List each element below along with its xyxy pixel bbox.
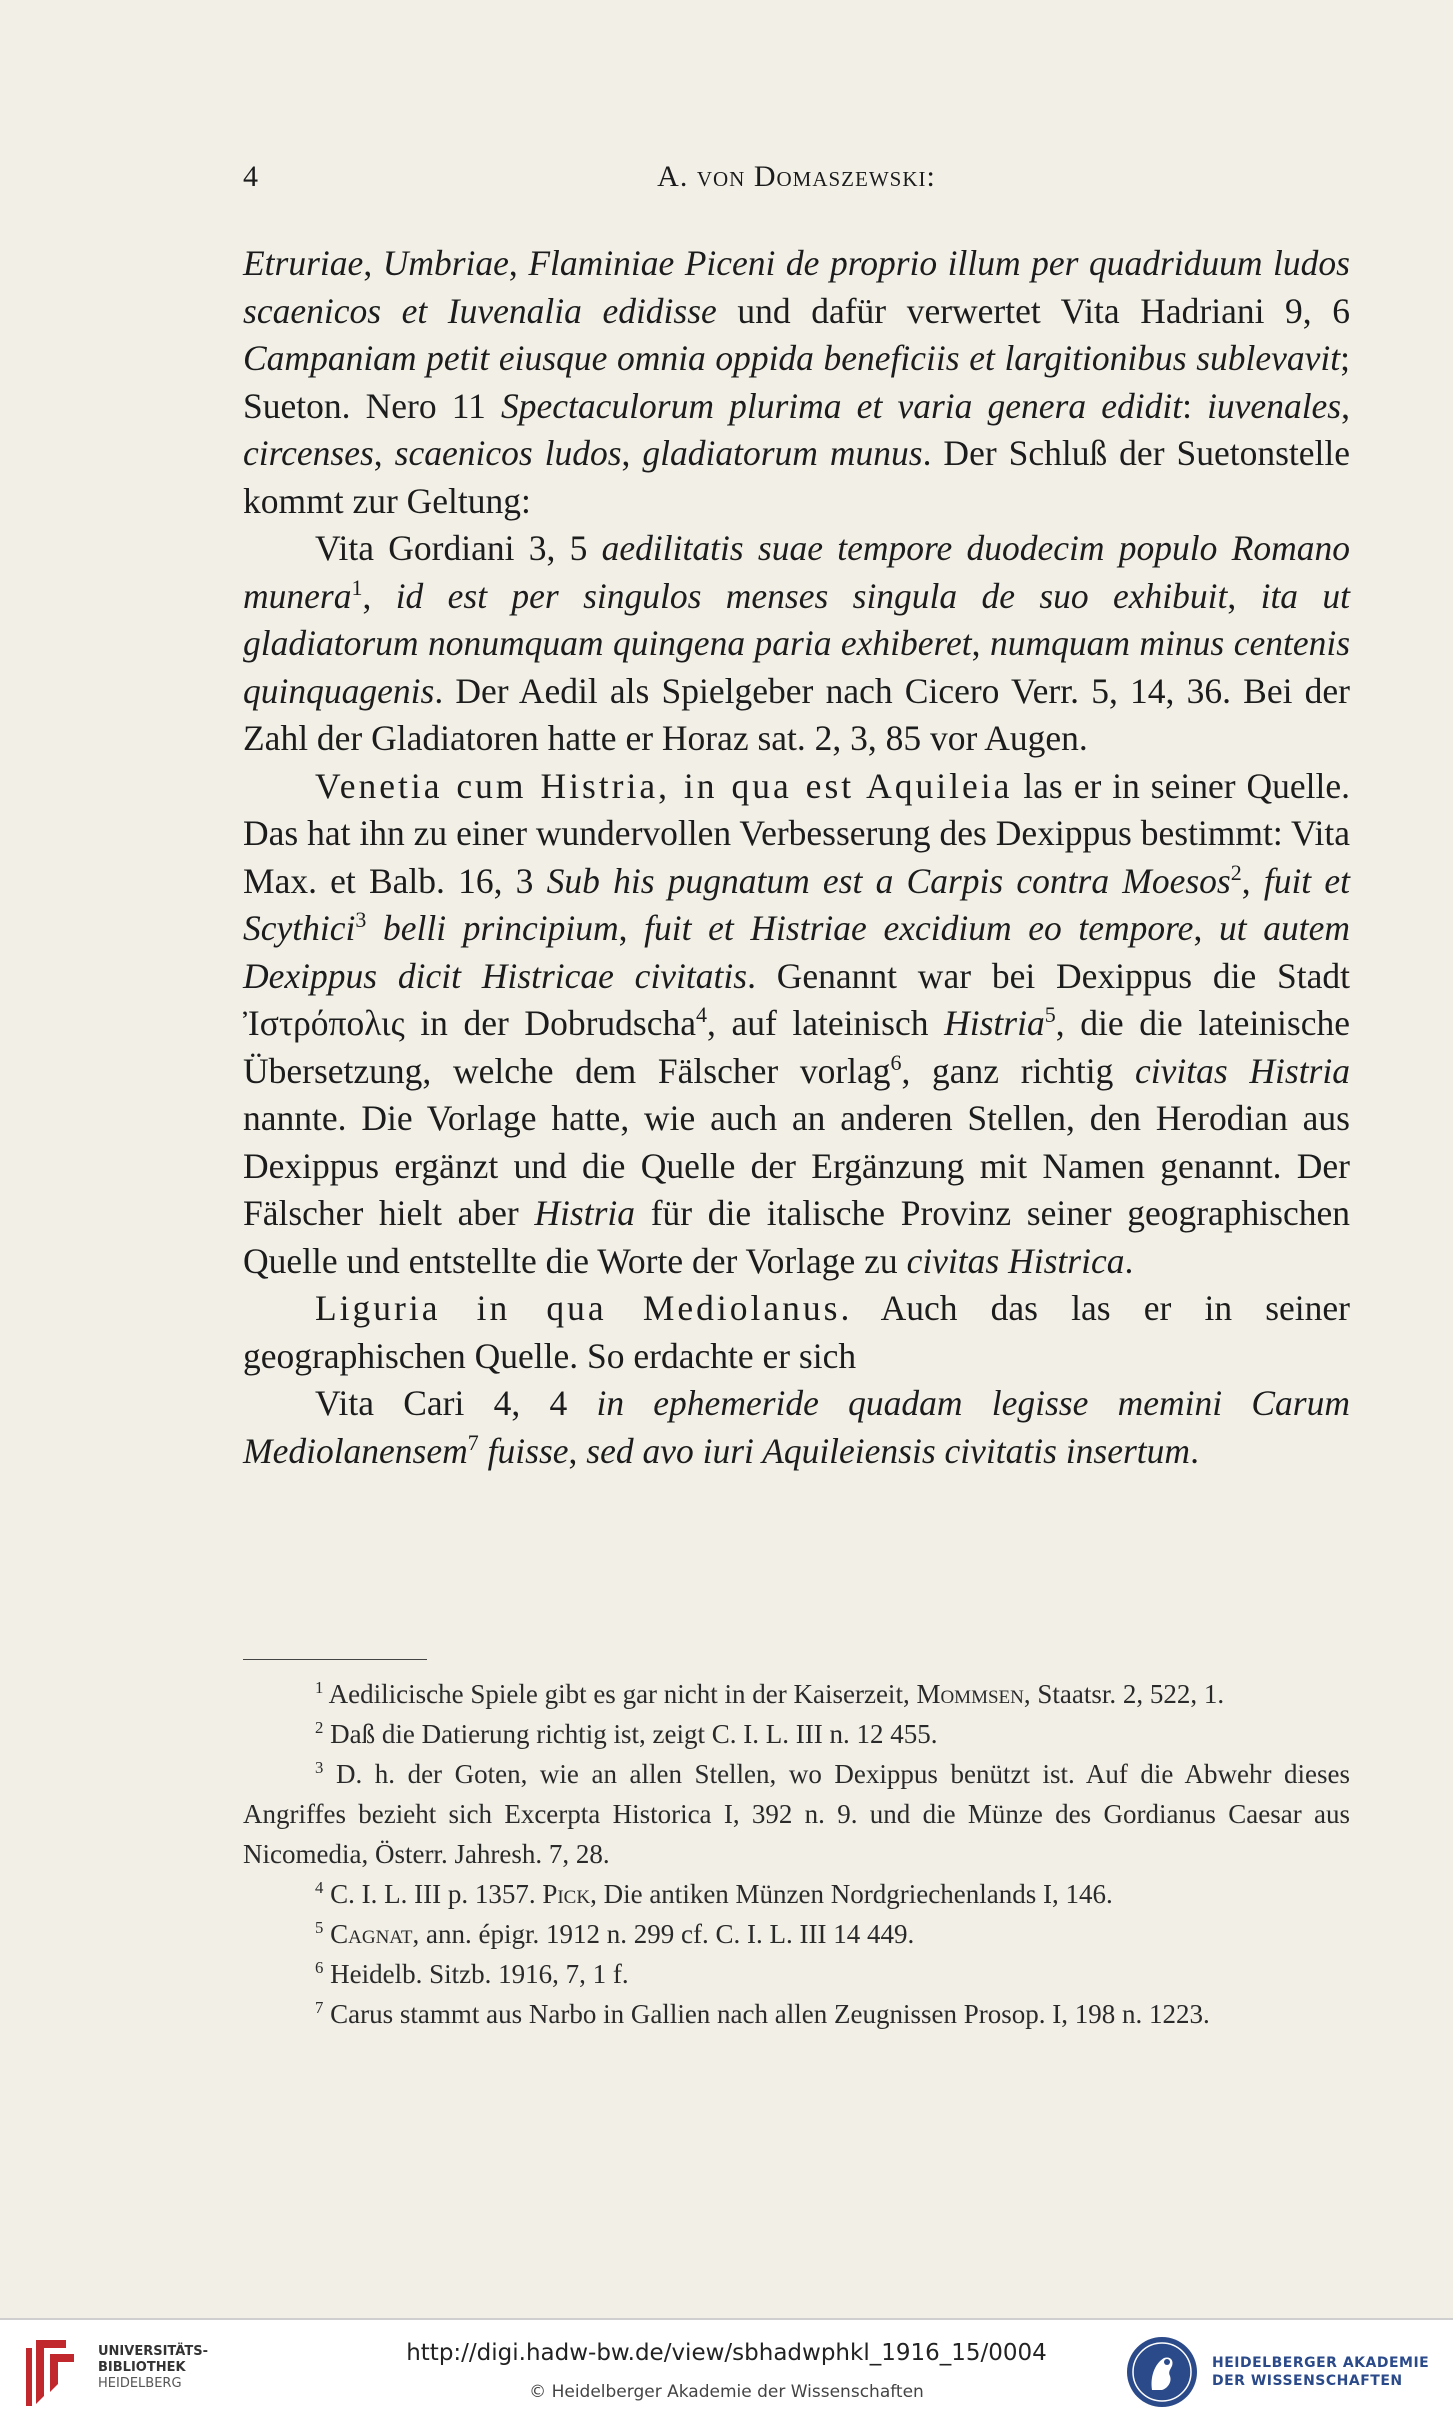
permalink-url[interactable]: http://digi.hadw-bw.de/view/sbhadwphkl_1916_15/0004 (406, 2340, 1047, 2366)
paragraph: Liguria in qua Mediolanus. Auch das las er in seiner geographischen Quelle. So erdachte er sich (243, 1288, 1350, 1376)
text-run: civitas Histria (1135, 1050, 1350, 1091)
paragraph: Vita Cari 4, 4 in ephemeride quadam legisse memini Carum Mediolanensem$^7$ fuisse, sed avo iuri Aquileiensis civitatis insertum. (243, 1383, 1350, 1471)
footnote-marker: 5 (1044, 1002, 1056, 1028)
footnote-marker: 4 (315, 1878, 324, 1897)
footnote-marker: 1 (351, 574, 363, 600)
viewer-footer (0, 2318, 1453, 2422)
text-run: Campaniam petit eiusque omnia oppida beneficiis et largitionibus sublevavit (243, 338, 1341, 378)
paragraph: Vita Gordiani 3, 5 aedilitatis suae tempore duodecim populo Romano munera$^1$, id est per singulos menses singula de suo exhibuit, ita ut gladiatorum nonumquam quingena paria exhiberet, numquam minus centenis quinquagenis. Der Aedil als Spielgeber nach Cicero Verr. 5, 14, 36. Bei der Zahl der Gladiatoren hatte er Horaz sat. 2, 3, 85 vor Augen. (243, 528, 1351, 758)
footnote: $^4$ C. I. L. III p. 1357. Pick, Die antiken Münzen Nordgriechenlands I, 146. (315, 1878, 1113, 1909)
paragraph: Etruriae, Umbriae, Flaminiae Piceni de proprio illum per quadriduum ludos scaenicos et Iuvenalia edidisse und dafür verwertet Vita Hadriani 9, 6 Campaniam petit eiusque omnia oppida beneficiis et largitionibus sublevavit; Sueton. Nero 11 Spectaculorum plurima et varia genera edidit: iuvenales, circenses, scaenicos ludos, gladiatorum munus. Der Schluß der Suetonstelle kommt zur Geltung: (243, 243, 1351, 521)
text-run: Mommsen (916, 1679, 1024, 1709)
text-run: Histria (944, 1003, 1045, 1043)
footnote-marker: 3 (355, 907, 367, 933)
copyright-notice: © Heidelberger Akademie der Wissenschaften (529, 2382, 924, 2402)
academy-name-line-1: HEIDELBERGER AKADEMIE (1212, 2355, 1430, 2371)
text-run: Spectaculorum plurima et varia genera edidit (501, 385, 1183, 426)
text-run: in ephemeride quadam legisse memini Carum Mediolanensem (243, 1383, 1350, 1471)
text-run: Venetia cum Histria, in qua est Aquileia (315, 765, 1013, 806)
text-run: Liguria in qua Mediolanus (315, 1288, 841, 1328)
footnote-marker: 2 (1230, 859, 1242, 885)
footnote: $^5$ Cagnat, ann. épigr. 1912 n. 299 cf. C. I. L. III 14 449. (315, 1918, 915, 1949)
footnote: $^6$ Heidelb. Sitzb. 1916, 7, 1 f. (315, 1958, 629, 1989)
text-run: iuvenales (1207, 385, 1342, 426)
text-run: belli principium (383, 908, 619, 948)
text-run: numquam minus centenis quinquagenis (243, 623, 1351, 711)
footnote-marker: 5 (315, 1918, 324, 1937)
footnote-marker: 4 (695, 1002, 707, 1028)
library-name-line-2: BIBLIOTHEK (98, 2360, 186, 2375)
footnote: $^3$ D. h. der Goten, wie an allen Stellen, wo Dexippus benützt ist. Auf die Abwehr dieses Angriffes bezieht sich Excerpta Historica I, 392 n. 9. und die Münze des Gordianus Caesar aus Nicomedia, Österr. Jahresh. 7, 28. (243, 1758, 1350, 1869)
text-run: fuit et Scythici (243, 860, 1350, 948)
text-run: scaenicos ludos (394, 433, 622, 473)
text-run: gladiatorum munus (642, 433, 923, 473)
footnote-divider (243, 1659, 427, 1660)
text-run: Umbriae (382, 243, 509, 283)
text-run: ut autem Dexippus dicit Histricae civitatis (243, 908, 1351, 996)
running-header (243, 160, 1350, 200)
text-run: Cagnat (330, 1919, 413, 1949)
footnote-marker: 6 (890, 1049, 902, 1075)
text-run: circenses (243, 433, 374, 473)
text-run: civitas Histrica (906, 1240, 1125, 1281)
academy-seal-icon[interactable] (1124, 2334, 1200, 2410)
footnotes (243, 1674, 1350, 2034)
footnote-marker: 7 (467, 1429, 479, 1455)
text-run: fuit et Histriae excidium eo tempore (644, 908, 1194, 948)
footnote-marker: 1 (315, 1678, 324, 1697)
footnote-marker: 3 (315, 1758, 324, 1777)
page-number: 4 (243, 160, 259, 193)
text-run: aedilitatis suae tempore duodecim populo Romano munera (243, 528, 1350, 616)
footnote: $^7$ Carus stammt aus Narbo in Gallien nach allen Zeugnissen Prosop. I, 198 n. 1223. (315, 1998, 1210, 2029)
footnote: $^2$ Daß die Datierung richtig ist, zeigt C. I. L. III n. 12 455. (315, 1718, 938, 1749)
text-run: Etruriae (243, 243, 364, 283)
text-run: Histria (534, 1193, 636, 1233)
library-city: HEIDELBERG (98, 2376, 182, 2391)
academy-name (1212, 2354, 1429, 2390)
paragraph: Venetia cum Histria, in qua est Aquileia las er in seiner Quelle. Das hat ihn zu einer wundervollen Verbesserung des Dexippus bestimmt: Vita Max. et Balb. 16, 3 Sub his pugnatum est a Carpis contra Moesos$^2$, fuit et Scythici$^3$ belli principium, fuit et Histriae excidium eo tempore, ut autem Dexippus dicit Histricae civitatis. Genannt war bei Dexippus die Stadt Ἰστρόπολις in der Dobrudscha$^4$, auf lateinisch Histria$^5$, die die lateinische Übersetzung, welche dem Fälscher vorlag$^6$, ganz richtig civitas Histria nannte. Die Vorlage hatte, wie auch an anderen Stellen, den Herodian aus Dexippus ergänzt und die Quelle der Ergänzung mit Namen genannt. Der Fälscher hielt aber Histria für die italische Provinz seiner geographischen Quelle und entstellte die Worte der Vorlage zu civitas Histrica. (243, 765, 1351, 1281)
footnote-marker: 7 (315, 1998, 324, 2017)
text-run: Pick (542, 1879, 591, 1909)
footnote-marker: 2 (315, 1718, 324, 1737)
footnote: $^1$ Aedilicische Spiele gibt es gar nicht in der Kaiserzeit, Mommsen, Staatsr. 2, 522, 1. (315, 1678, 1225, 1709)
text-run: ita ut gladiatorum nonumquam quingena paria exhiberet (243, 575, 1351, 663)
library-name-line-1: UNIVERSITÄTS- (98, 2344, 208, 2359)
footnote-marker: 6 (315, 1958, 324, 1977)
academy-name-line-2: DER WISSENSCHAFTEN (1212, 2373, 1403, 2389)
text-run: sed avo iuri Aquileiensis civitatis insertum (586, 1430, 1191, 1471)
text-run: Sub his pugnatum est a Carpis contra Moesos (546, 860, 1231, 901)
text-run: Flaminiae Piceni de proprio illum per quadriduum ludos scaenicos et Iuvenalia edidisse (243, 243, 1350, 331)
main-text (243, 240, 1350, 1475)
text-run: fuisse (487, 1430, 569, 1471)
text-run: id est per singulos menses singula de suo exhibuit (395, 575, 1228, 616)
running-title: A. von Domaszewski: (657, 160, 936, 193)
